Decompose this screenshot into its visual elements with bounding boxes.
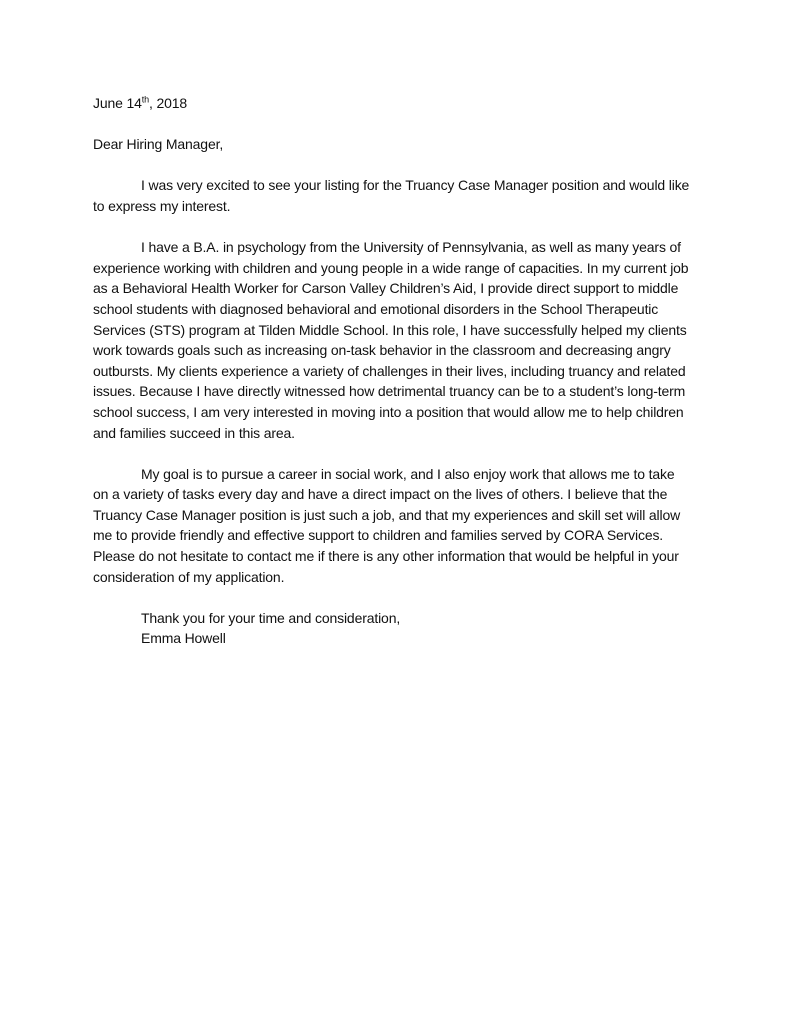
letter-date bbox=[93, 93, 693, 114]
closing-line: Thank you for your time and consideration, bbox=[141, 609, 401, 626]
date-prefix: June 14 bbox=[93, 95, 142, 111]
cover-letter bbox=[93, 93, 693, 649]
paragraph-goals: My goal is to pursue a career in social work, and I also enjoy work that allows me to take on a variety of tasks every day and have a direct impact on the lives of others. I believe that the Truancy Case Manager position is just such a job, and that my experiences and skill set will allow me to provide friendly and effective support to children and families served by CORA Services. Please do not hesitate to contact me if there is any other information that would be helpful in your consideration of my application. bbox=[93, 465, 681, 585]
date-ordinal: th bbox=[141, 94, 149, 105]
paragraph-intro: I was very excited to see your listing for the Truancy Case Manager position and would like to express my interest. bbox=[93, 177, 690, 214]
paragraph-experience: I have a B.A. in psychology from the University of Pennsylvania, as well as many years of experience working with children and young people in a wide range of capacities. In my current job as a Behavioral Health Worker for Carson Valley Children’s Aid, I provide direct support to middle school students with diagnosed behavioral and emotional disorders in the School Therapeutic Services (STS) program at Tilden Middle School. In this role, I have successfully helped my clients work towards goals such as increasing on-task behavior in the classroom and decreasing angry outbursts. My clients experience a variety of challenges in their lives, including truancy and related issues. Because I have directly witnessed how detrimental truancy can be to a student’s long-term school success, I am very interested in moving into a position that would allow me to help children and families succeed in this area. bbox=[93, 239, 689, 441]
signature-name: Emma Howell bbox=[141, 630, 226, 647]
salutation: Dear Hiring Manager, bbox=[93, 136, 224, 153]
date-suffix: , 2018 bbox=[149, 95, 188, 111]
